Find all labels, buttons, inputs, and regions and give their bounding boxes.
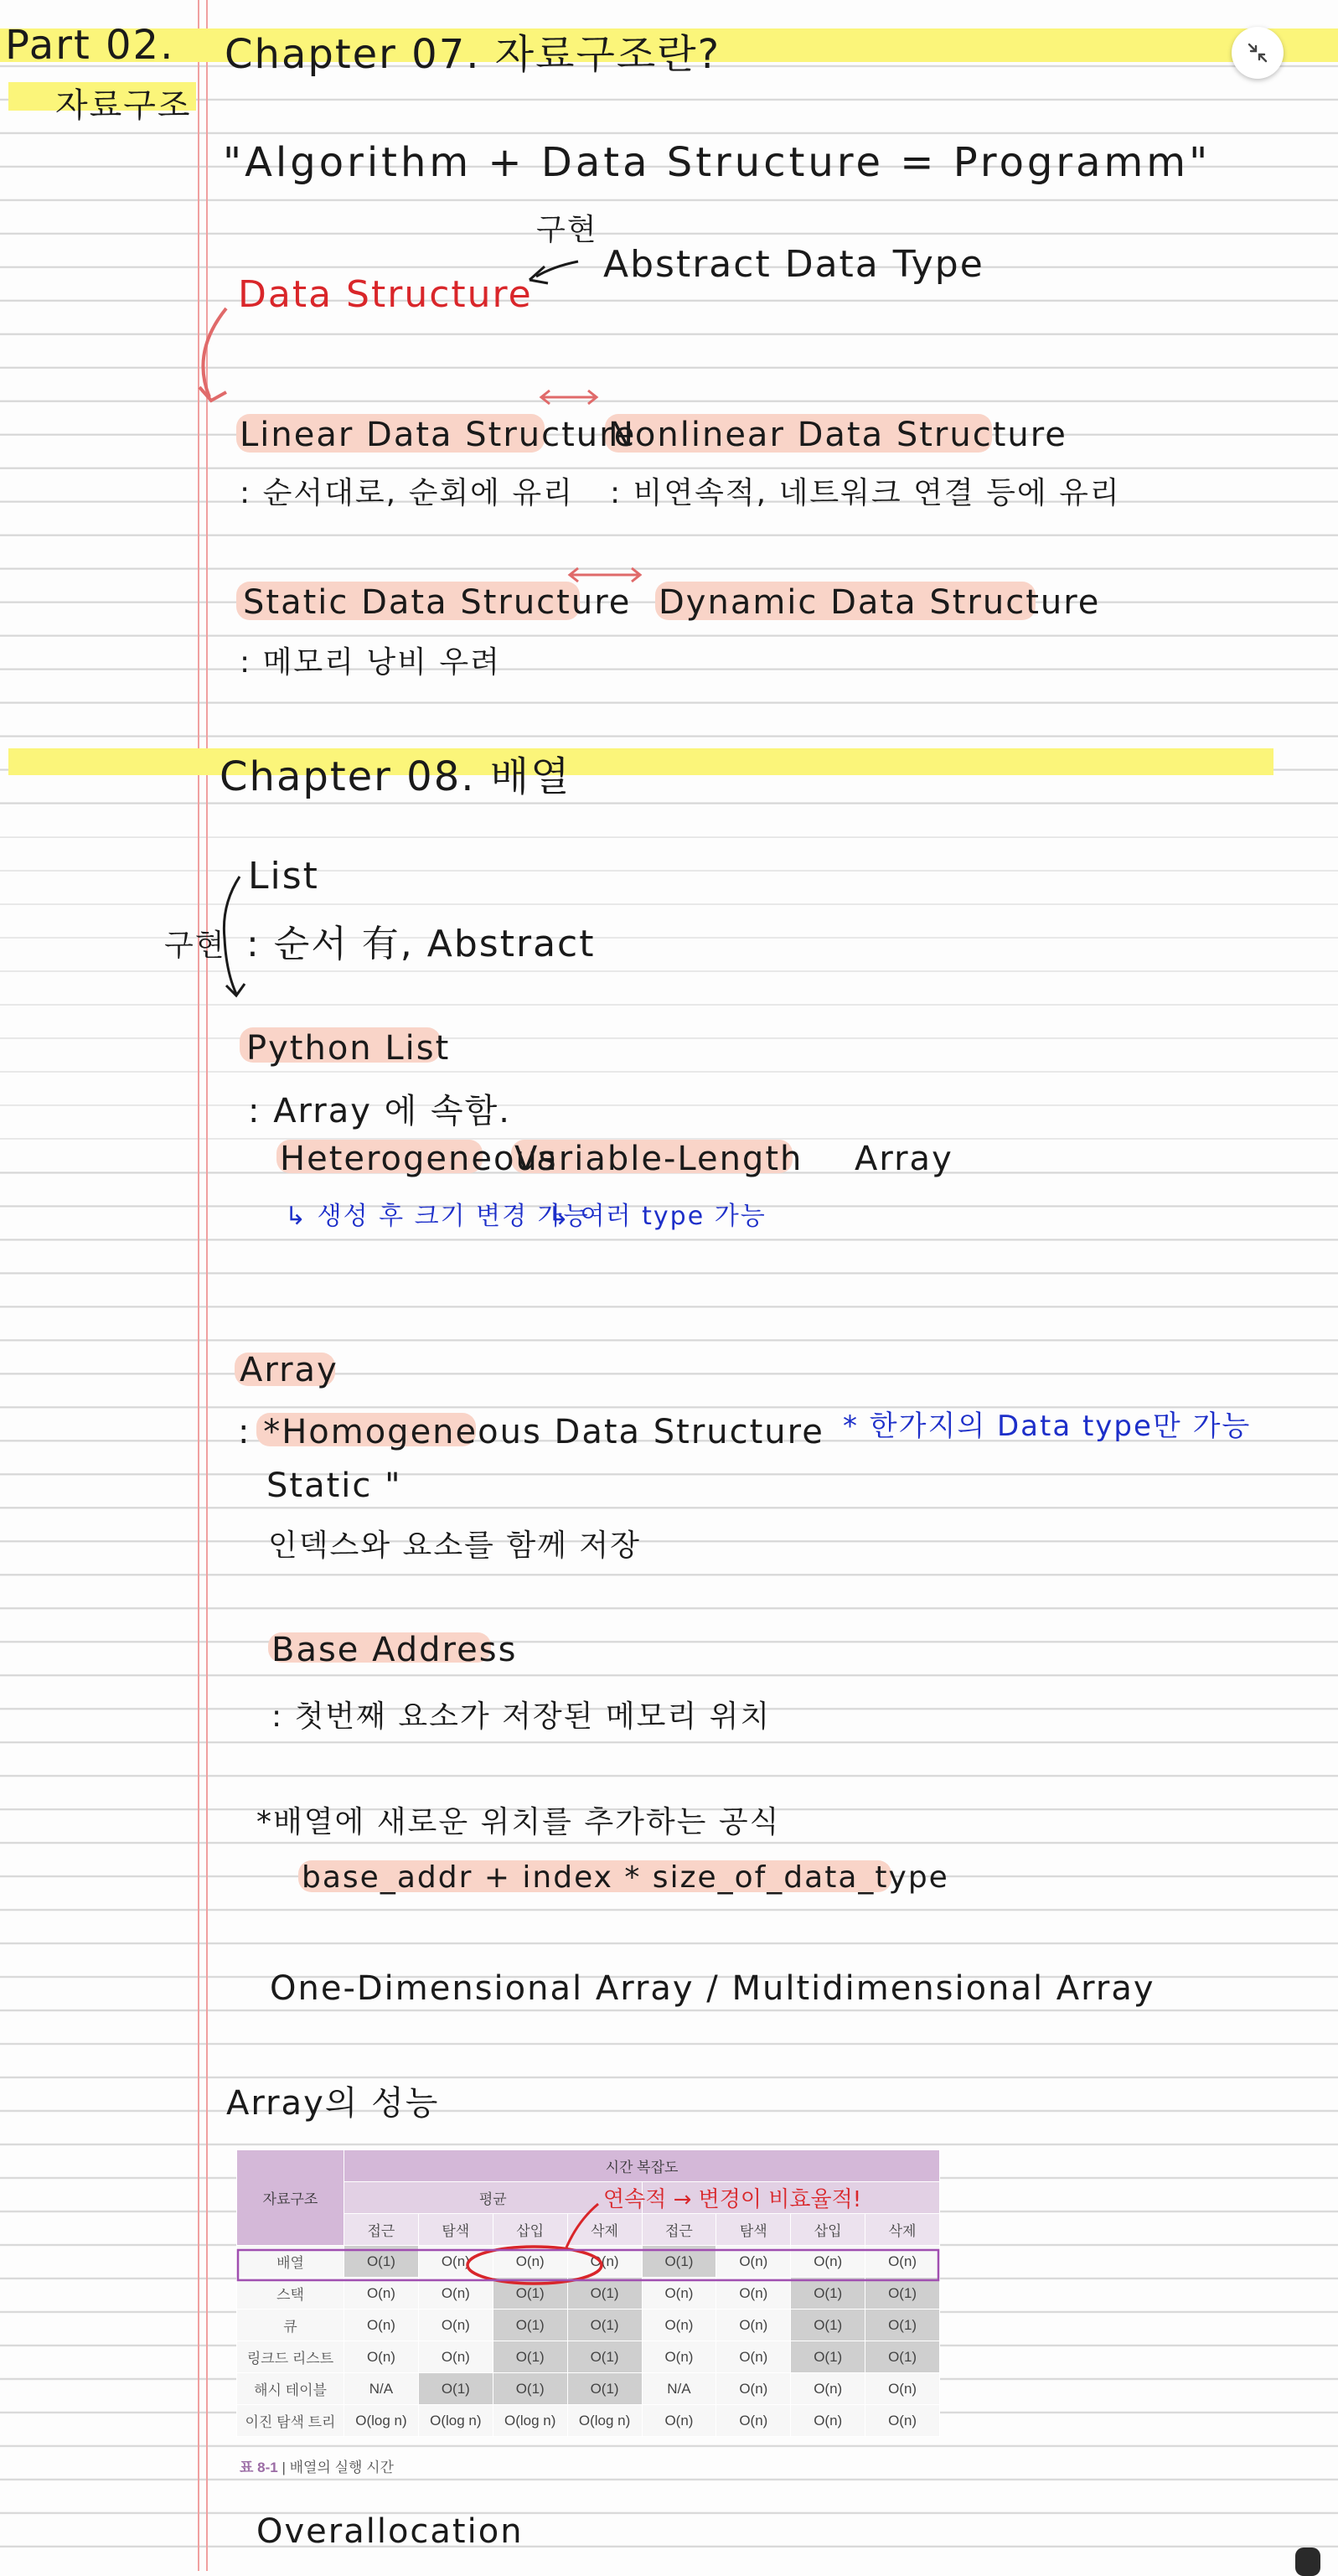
heterogeneous: Heterogeneous: [280, 1140, 558, 1178]
complexity-cell: O(n): [791, 2373, 865, 2405]
complexity-cell: O(n): [716, 2246, 791, 2278]
complexity-cell: O(n): [716, 2341, 791, 2373]
impl-note-08: 구현: [164, 928, 226, 963]
base-address-desc: : 첫번째 요소가 저장된 메모리 위치: [271, 1699, 772, 1734]
complexity-cell: O(n): [344, 2341, 419, 2373]
part-label: Part 02.: [5, 22, 175, 69]
complexity-cell: O(n): [716, 2278, 791, 2310]
complexity-cell: O(1): [493, 2341, 567, 2373]
python-list-desc: : Array 에 속함.: [248, 1092, 511, 1130]
complexity-cell: O(1): [791, 2341, 865, 2373]
complexity-cell: O(n): [791, 2246, 865, 2278]
chapter-07-title: Chapter 07. 자료구조란?: [225, 31, 721, 78]
op-header: 삭제: [567, 2214, 642, 2246]
complexity-cell: O(n): [716, 2310, 791, 2341]
complexity-cell: O(n): [865, 2246, 940, 2278]
list-desc: : 순서 有, Abstract: [246, 923, 596, 965]
array-dimensions: One-Dimensional Array / Multidimensional Array: [270, 1969, 1155, 2008]
complexity-cell: O(1): [567, 2310, 642, 2341]
complexity-cell: O(n): [418, 2341, 493, 2373]
homogeneous-ds: : *Homogeneous Data Structure: [238, 1413, 824, 1451]
nonlinear-ds: Nonlinear Data Structure: [608, 416, 1067, 454]
complexity-cell: O(1): [865, 2310, 940, 2341]
row-name: 배열: [237, 2246, 344, 2278]
abstract-data-type: Abstract Data Type: [603, 243, 984, 286]
row-name: 링크드 리스트: [237, 2341, 344, 2373]
complexity-cell: O(1): [791, 2278, 865, 2310]
op-header: 삭제: [865, 2214, 940, 2246]
linear-nonlinear-double-arrow-icon: [541, 391, 597, 404]
complexity-cell: O(1): [567, 2341, 642, 2373]
complexity-cell: O(log n): [418, 2405, 493, 2437]
op-header: 삽입: [791, 2214, 865, 2246]
insert-delete-circle-icon: [468, 2247, 602, 2284]
impl-note-07: 구현: [536, 213, 598, 247]
caption-text: | 배열의 실행 시간: [277, 2460, 394, 2475]
complexity-cell: O(n): [344, 2310, 419, 2341]
complexity-cell: O(n): [418, 2278, 493, 2310]
col-ds-header: 자료구조: [237, 2150, 344, 2246]
op-header: 탐색: [418, 2214, 493, 2246]
store-together: 인덱스와 요소를 함께 저장: [268, 1529, 641, 1563]
linear-desc: : 순서대로, 순회에 유리: [240, 476, 574, 510]
table-annotation: 연속적 → 변경이 비효율적!: [603, 2187, 862, 2212]
dynamic-ds: Dynamic Data Structure: [659, 583, 1101, 622]
array-performance: Array의 성능: [226, 2084, 440, 2123]
data-structure-heading: Data Structure: [238, 273, 533, 316]
annotation-pointer-icon: [566, 2204, 598, 2248]
static-ds: Static Data Structure: [243, 583, 632, 622]
complexity-cell: O(n): [567, 2246, 642, 2278]
complexity-cell: N/A: [642, 2373, 716, 2405]
complexity-cell: O(log n): [344, 2405, 419, 2437]
complexity-cell: O(n): [642, 2405, 716, 2437]
static-ditto: Static ": [266, 1466, 402, 1505]
complexity-cell: O(n): [716, 2405, 791, 2437]
complexity-cell: O(1): [493, 2373, 567, 2405]
complexity-cell: O(n): [493, 2246, 567, 2278]
row-name: 스택: [237, 2278, 344, 2310]
note-resizable: ↳ 생성 후 크기 변경 가능: [285, 1202, 590, 1231]
linear-ds: Linear Data Structure: [240, 416, 637, 454]
complexity-cell: O(1): [493, 2278, 567, 2310]
python-list: Python List: [246, 1029, 451, 1068]
complexity-cell: O(1): [865, 2278, 940, 2310]
red-branch-head-icon: [199, 387, 226, 401]
op-header: 접근: [642, 2214, 716, 2246]
list-impl-arrow-icon: [224, 877, 240, 994]
overallocation: Overallocation: [256, 2512, 524, 2551]
op-header: 탐색: [716, 2214, 791, 2246]
address-formula: base_addr + index * size_of_data_type: [302, 1860, 949, 1895]
array-heading: Array: [240, 1351, 338, 1389]
red-branch-arrow-icon: [203, 308, 226, 397]
variable-length: Variable-Length: [514, 1140, 803, 1178]
op-header: 접근: [344, 2214, 419, 2246]
complexity-cell: O(n): [418, 2310, 493, 2341]
complexity-cell: O(1): [642, 2246, 716, 2278]
complexity-cell: O(n): [865, 2373, 940, 2405]
complexity-cell: O(n): [642, 2341, 716, 2373]
static-desc: : 메모리 낭비 우려: [240, 645, 501, 680]
complexity-cell: O(n): [418, 2246, 493, 2278]
op-header: 삽입: [493, 2214, 567, 2246]
complexity-cell: O(n): [642, 2310, 716, 2341]
complexity-cell: O(log n): [567, 2405, 642, 2437]
avg-header: 평균: [344, 2182, 643, 2214]
complexity-cell: O(1): [418, 2373, 493, 2405]
part-subtitle: 자료구조: [55, 86, 192, 125]
time-complexity-header: 시간 복잡도: [344, 2150, 940, 2182]
array-word: Array: [855, 1140, 953, 1178]
complexity-cell: O(n): [344, 2278, 419, 2310]
single-type-note: * 한가지의 Data type만 가능: [843, 1410, 1252, 1443]
complexity-cell: O(n): [865, 2405, 940, 2437]
row-name: 큐: [237, 2310, 344, 2341]
base-address: Base Address: [271, 1631, 518, 1669]
complexity-cell: N/A: [344, 2373, 419, 2405]
row-name: 이진 탐색 트리: [237, 2405, 344, 2437]
chapter-08-title: Chapter 08. 배열: [220, 753, 571, 800]
formula-title: *배열에 새로운 위치를 추가하는 공식: [256, 1805, 781, 1839]
complexity-cell: O(log n): [493, 2405, 567, 2437]
complexity-cell: O(1): [567, 2278, 642, 2310]
list-heading: List: [248, 855, 319, 897]
complexity-cell: O(1): [344, 2246, 419, 2278]
complexity-cell: O(n): [642, 2278, 716, 2310]
caption-label: 표 8-1: [240, 2460, 278, 2475]
note-multitype: ↳ 여러 type 가능: [548, 1202, 767, 1231]
algorithm-quote: "Algorithm + Data Structure = Programm": [223, 139, 1211, 186]
complexity-cell: O(n): [791, 2405, 865, 2437]
complexity-cell: O(n): [716, 2373, 791, 2405]
complexity-cell: O(1): [493, 2310, 567, 2341]
row-name: 해시 테이블: [237, 2373, 344, 2405]
complexity-cell: O(1): [791, 2310, 865, 2341]
static-dynamic-double-arrow-icon: [570, 568, 640, 582]
complexity-cell: O(1): [865, 2341, 940, 2373]
nonlinear-desc: : 비연속적, 네트워크 연결 등에 유리: [610, 476, 1121, 510]
complexity-cell: O(1): [567, 2373, 642, 2405]
